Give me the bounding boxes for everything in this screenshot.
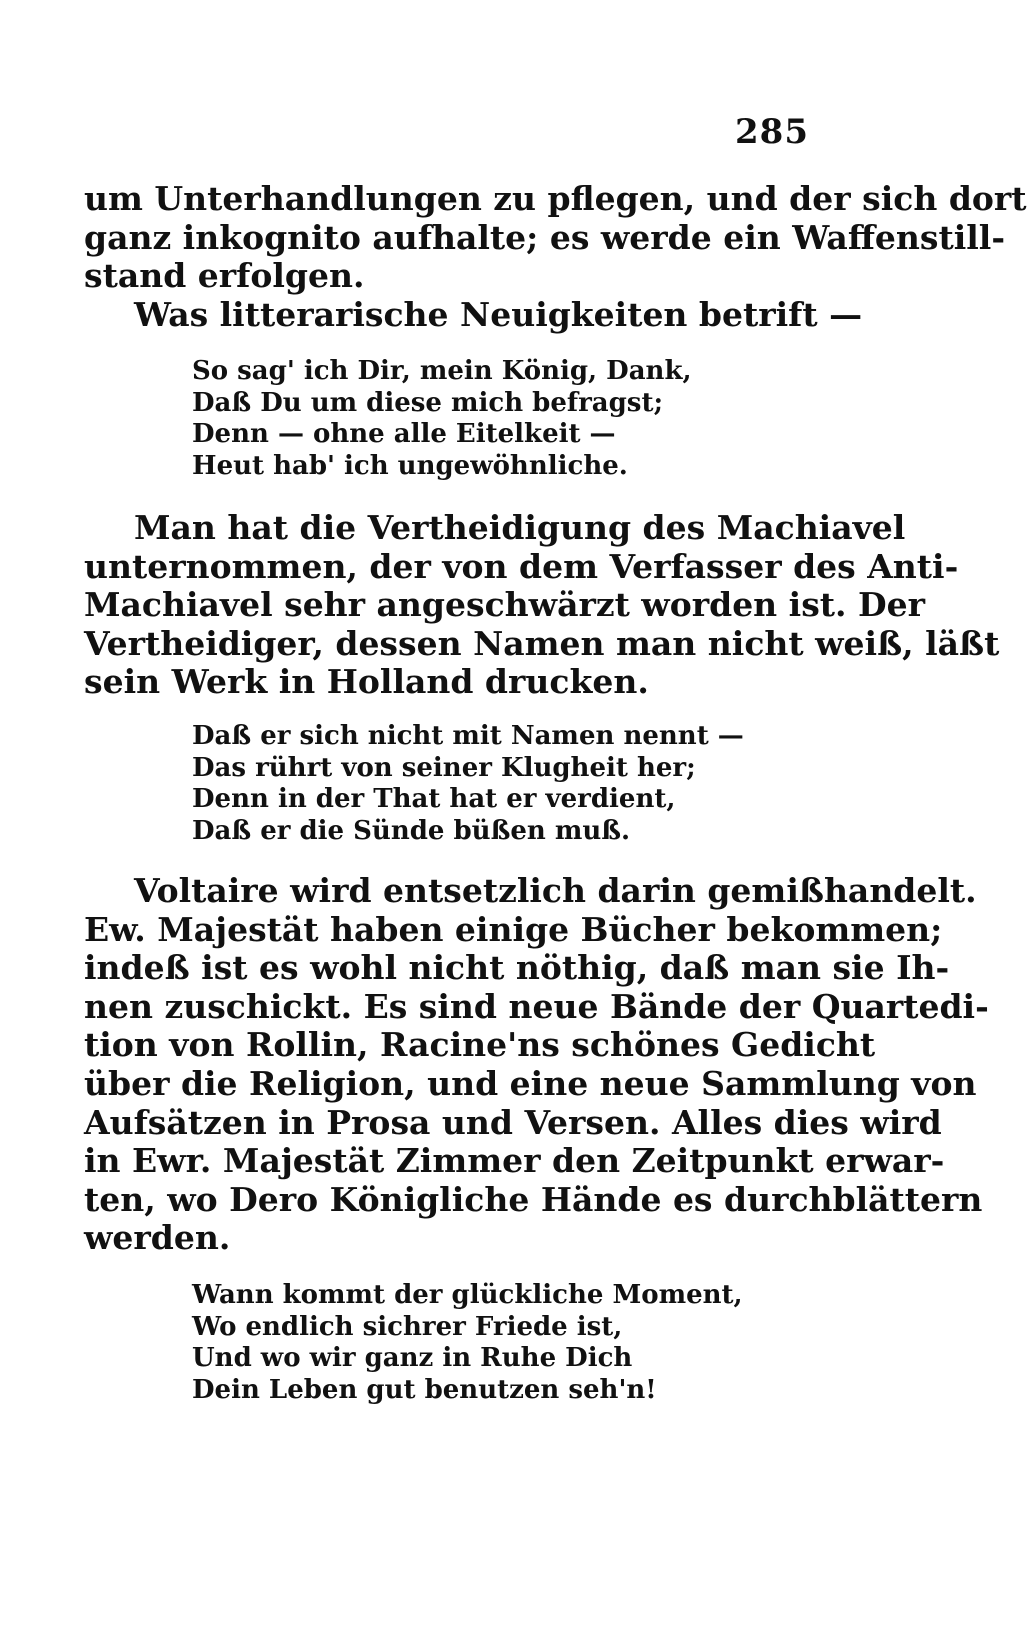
text-line: Was litterarische Neuigkeiten betrift — [134, 294, 863, 334]
verse-line: Daß er sich nicht mit Namen nennt — [192, 721, 744, 751]
text-line: tion von Rollin, Racine'ns schönes Gedicht [84, 1025, 876, 1065]
verse-line: Wann kommt der glückliche Moment, [192, 1280, 743, 1310]
page-number: 285 [735, 112, 809, 152]
text-line: um Unterhandlungen zu pflegen, und der sich dort [84, 179, 1027, 218]
verse-stanza-peace [192, 1280, 743, 1406]
text-line: Aufsätzen in Prosa und Versen. Alles dies wird [84, 1102, 942, 1142]
verse-line: Dein Leben gut benutzen seh'n! [192, 1374, 657, 1405]
verse-line: Daß er die Sünde büßen muß. [192, 815, 631, 846]
text-line: Vertheidiger, dessen Namen man nicht weiß, läßt [84, 623, 1000, 663]
text-line: Ew. Majestät haben einige Bücher bekommen; [84, 909, 943, 949]
text-line: sein Werk in Holland drucken. [84, 662, 649, 702]
verse-line: Denn in der That hat er verdient, [192, 784, 676, 814]
verse-line: Das rührt von seiner Klugheit her; [192, 752, 696, 783]
text-line: unternommen, der von dem Verfasser des Anti- [84, 546, 959, 586]
text-line: stand erfolgen. [84, 256, 365, 296]
verse-line: Denn — ohne alle Eitelkeit — [192, 419, 616, 449]
text-line: ten, wo Dero Königliche Hände es durchblättern [84, 1179, 983, 1219]
text-line: über die Religion, und eine neue Sammlung von [84, 1063, 977, 1103]
paragraph-machiavel [84, 508, 1000, 702]
text-line: indeß ist es wohl nicht nöthig, daß man sie Ih- [84, 948, 950, 988]
text-line: in Ewr. Majestät Zimmer den Zeitpunkt erwar- [84, 1141, 945, 1181]
verse-line: Und wo wir ganz in Ruhe Dich [192, 1343, 633, 1373]
text-line: Voltaire wird entsetzlich darin gemißhandelt. [134, 871, 977, 910]
verse-stanza-name [192, 721, 744, 847]
paragraph-negotiations [84, 179, 1027, 334]
text-line: werden. [84, 1218, 231, 1258]
verse-stanza-thanks [192, 356, 692, 482]
text-line: Man hat die Vertheidigung des Machiavel [134, 508, 906, 547]
verse-line: Daß Du um diese mich befragst; [192, 387, 664, 418]
verse-line: Heut hab' ich ungewöhnliche. [192, 450, 628, 481]
paragraph-voltaire [84, 871, 989, 1258]
verse-line: So sag' ich Dir, mein König, Dank, [192, 356, 692, 386]
text-line: Machiavel sehr angeschwärzt worden ist. Der [84, 585, 926, 625]
text-line: nen zuschickt. Es sind neue Bände der Quartedi- [84, 986, 989, 1026]
text-line: ganz inkognito aufhalte; es werde ein Waffenstill- [84, 217, 1006, 257]
verse-line: Wo endlich sichrer Friede ist, [192, 1311, 623, 1342]
